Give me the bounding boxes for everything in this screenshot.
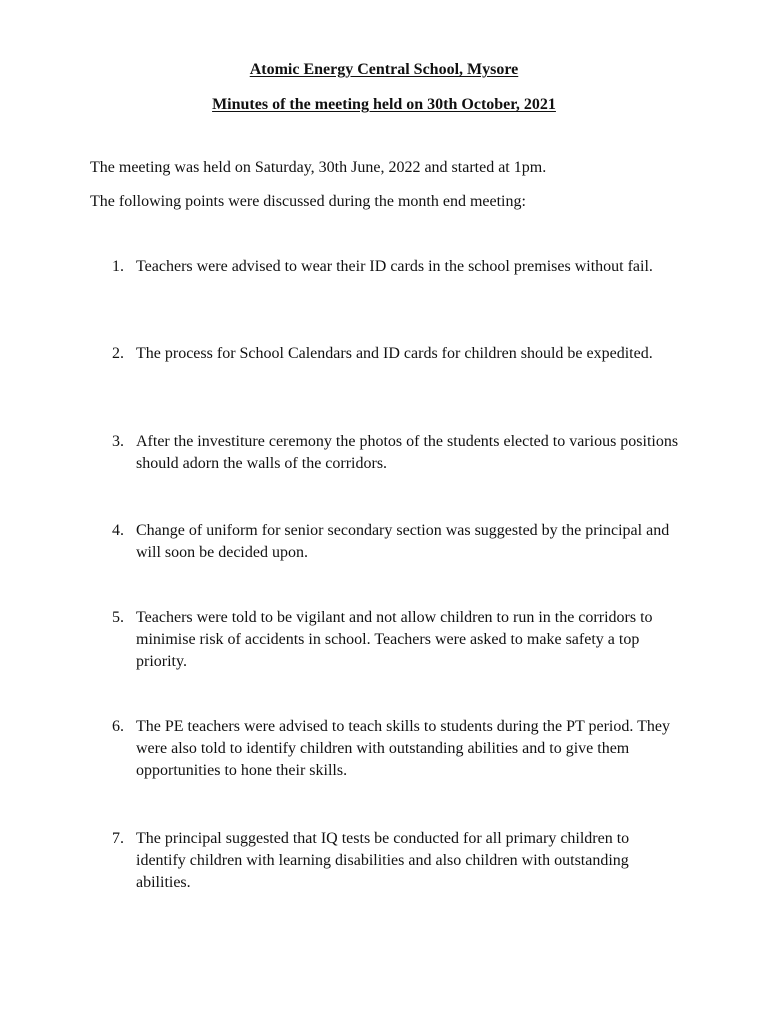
list-item-text: The principal suggested that IQ tests be conducted for all primary children to identify children with learning disabilities and also children with outstanding abilities. — [136, 830, 630, 891]
list-item — [112, 520, 682, 564]
list-item-number: 5. — [112, 609, 124, 626]
minutes-title — [0, 95, 768, 115]
school-title — [0, 60, 768, 80]
list-item — [112, 716, 682, 782]
list-item-text: After the investiture ceremony the photos of the students elected to various positions should adorn the walls of the corridors. — [136, 433, 679, 472]
list-item — [112, 343, 682, 365]
list-item-text: Teachers were advised to wear their ID cards in the school premises without fail. — [136, 258, 653, 275]
list-item-text: Teachers were told to be vigilant and not allow children to run in the corridors to minimise risk of accidents in school. Teachers were asked to make safety a top priority. — [136, 609, 653, 670]
list-item-number: 4. — [112, 522, 124, 539]
school-title-text: Atomic Energy Central School, Mysore — [249, 61, 519, 78]
list-item-number: 6. — [112, 718, 124, 735]
list-item-number: 1. — [112, 258, 124, 275]
list-item-text: The PE teachers were advised to teach skills to students during the PT period. They were also told to identify children with outstanding abilities and to give them opportunities to hone their skills. — [136, 718, 670, 779]
intro-line-points-discussed: The following points were discussed during the month end meeting: — [90, 193, 526, 210]
list-item — [112, 607, 682, 673]
list-item-number: 7. — [112, 830, 124, 847]
list-item — [112, 431, 682, 475]
list-item-text: The process for School Calendars and ID cards for children should be expedited. — [136, 345, 653, 362]
list-item-text: Change of uniform for senior secondary section was suggested by the principal and will soon be decided upon. — [136, 522, 670, 561]
list-item — [112, 828, 682, 894]
list-item-number: 3. — [112, 433, 124, 450]
minutes-title-text: Minutes of the meeting held on 30th October, 2021 — [212, 96, 556, 113]
list-item-number: 2. — [112, 345, 124, 362]
list-item — [112, 256, 682, 278]
intro-line-meeting-date: The meeting was held on Saturday, 30th June, 2022 and started at 1pm. — [90, 159, 547, 176]
